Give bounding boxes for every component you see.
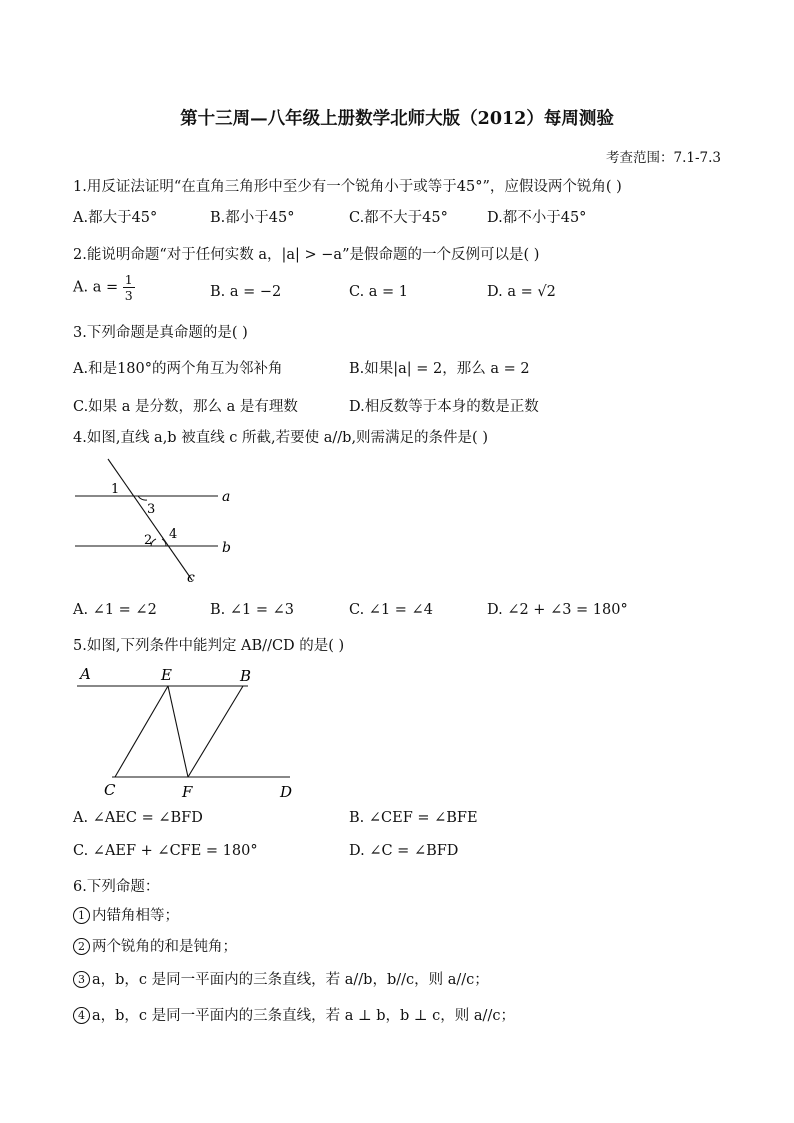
question-1-option-d: D.都不小于45°	[487, 210, 587, 226]
circled-number-2: 2	[73, 938, 90, 955]
label-angle-1: 1	[111, 482, 120, 497]
exam-scope: 考查范围：7.1-7.3	[605, 150, 721, 166]
label-b: b	[222, 540, 231, 556]
question-3-option-d: D.相反数等于本身的数是正数	[349, 399, 539, 415]
quadrilateral-figure	[70, 660, 310, 805]
question-6-stem: 6.下列命题：	[73, 879, 160, 895]
circled-number-1: 1	[73, 907, 90, 924]
label-c: c	[187, 570, 195, 586]
label-point-d: D	[280, 783, 293, 801]
label-point-f: F	[182, 783, 193, 801]
fraction	[123, 272, 135, 303]
label-point-a: A	[80, 665, 91, 683]
angle-4-arc	[162, 539, 166, 546]
question-2-option-b: B. a = −2	[210, 284, 282, 300]
question-5-option-b: B. ∠CEF = ∠BFE	[349, 810, 478, 826]
question-5-option-d: D. ∠C = ∠BFD	[349, 843, 459, 859]
proposition-text: 内错角相等；	[92, 908, 179, 924]
proposition-text: 两个锐角的和是钝角；	[92, 939, 237, 955]
question-2-option-d: D. a = √2	[487, 284, 556, 300]
circled-number-3: 3	[73, 971, 90, 988]
question-4-stem: 4.如图,直线 a,b 被直线 c 所截,若要使 a//b,则需满足的条件是( )	[73, 430, 488, 446]
question-4-option-c: C. ∠1 = ∠4	[349, 602, 433, 618]
line-c	[108, 459, 192, 580]
page-title: 第十三周—八年级上册数学北师大版（2012）每周测验	[180, 109, 614, 129]
question-5-stem: 5.如图,下列条件中能判定 AB//CD 的是( )	[73, 638, 345, 654]
label-angle-2: 2	[144, 533, 153, 548]
question-3-option-b: B.如果|a| = 2，那么 a = 2	[349, 361, 530, 377]
label-a: a	[222, 489, 231, 505]
proposition-1	[73, 904, 179, 925]
question-3-option-c: C.如果 a 是分数，那么 a 是有理数	[73, 399, 298, 415]
question-1-option-a: A.都大于45°	[73, 210, 158, 226]
label-point-b: B	[240, 667, 252, 685]
question-4-option-b: B. ∠1 = ∠3	[210, 602, 294, 618]
circled-number-4: 4	[73, 1007, 90, 1024]
label-angle-4: 4	[169, 527, 178, 542]
question-1-stem: 1.用反证法证明“在直角三角形中至少有一个锐角小于或等于45°”，应假设两个锐角( )	[73, 179, 622, 195]
question-5-option-a: A. ∠AEC = ∠BFD	[73, 810, 203, 826]
question-3-stem: 3.下列命题是真命题的是( )	[73, 325, 248, 341]
question-5-option-c: C. ∠AEF + ∠CFE = 180°	[73, 843, 258, 859]
question-2-stem: 2.能说明命题“对于任何实数 a，|a| > −a”是假命题的一个反例可以是( )	[73, 247, 540, 263]
question-4-option-d: D. ∠2 + ∠3 = 180°	[487, 602, 628, 618]
segment-bf	[188, 686, 243, 777]
fraction-numerator: 1	[124, 272, 133, 287]
segment-ef	[168, 686, 188, 777]
parallel-lines-figure	[70, 455, 240, 590]
proposition-3	[73, 968, 489, 989]
proposition-2	[73, 935, 237, 956]
proposition-text: a，b，c 是同一平面内的三条直线，若 a ⊥ b，b ⊥ c，则 a//c；	[92, 1008, 515, 1024]
segment-ec	[115, 686, 168, 777]
question-1-option-c: C.都不大于45°	[349, 210, 448, 226]
proposition-text: a，b，c 是同一平面内的三条直线，若 a//b，b//c，则 a//c；	[92, 972, 489, 988]
question-4-option-a: A. ∠1 = ∠2	[73, 602, 157, 618]
fraction-denominator: 3	[124, 288, 133, 303]
question-2-option-c: C. a = 1	[349, 284, 409, 300]
question-2-option-a	[73, 272, 135, 303]
question-3-option-a: A.和是180°的两个角互为邻补角	[73, 361, 283, 377]
proposition-4	[73, 1004, 515, 1025]
angle-3-arc	[138, 496, 147, 500]
label-point-c: C	[104, 781, 116, 799]
question-2-option-a-prefix: A. a =	[73, 279, 123, 296]
label-angle-3: 3	[147, 502, 156, 517]
question-1-option-b: B.都小于45°	[210, 210, 295, 226]
label-point-e: E	[161, 666, 172, 684]
